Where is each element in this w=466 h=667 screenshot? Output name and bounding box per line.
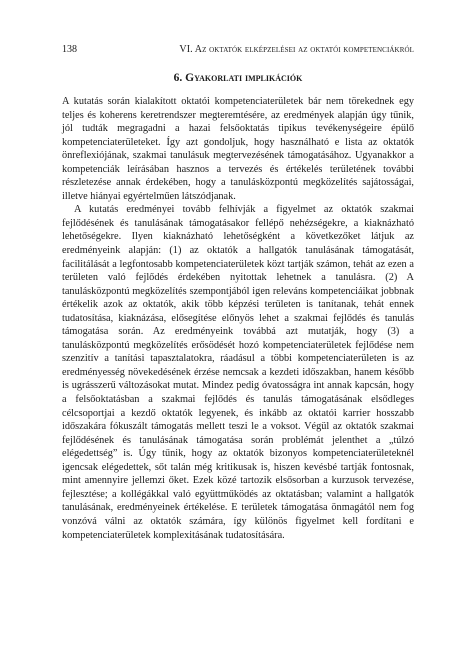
paragraph: A kutatás során kialakított oktatói kompetenciaterületek bár nem törekednek egy teljes és koherens keretrendszer megteremtésére, az eredmények alapján úgy tűnik, jól tudták megragadni a hazai felsőoktatás tipikus tevékenységeire épülő kompetenciaterületeket. Így azt gondoljuk, hogy használható e lista az oktatók önreflexiójának, szakmai tanulásuk megtervezésének támogatásához. Ugyanakkor a kompetenciák leírásában hasznos a tervezés és értékelés területének további részletezése annak érdekében, hogy a tanulásközpontú megközelítés sajátosságai, illetve hiányai egyértelműen látszódjanak.: [62, 96, 414, 202]
page-header: [62, 44, 414, 56]
page-number: 138: [62, 44, 77, 55]
body-text: [62, 95, 414, 542]
section-heading: 6. Gyakorlati implikációk: [173, 72, 303, 84]
running-title: VI. Az oktatók elképzelései az oktatói kompetenciákról: [179, 44, 414, 55]
paragraph: A kutatás eredményei tovább felhívják a figyelmet az oktatók szakmai fejlődésének és tanulásának támogatásakor fellépő nehézségekre, a kiaknázható lehetőségekre. Ilyen kiaknázható lehetőségként a következőket látjuk az eredményeink alapján: (1) az oktatók a hallgatók tanulásának támogatását, facilitálását a legfontosabb kompetenciaterületek közt tartják számon, tehát az ezen a területen való fejlődés érdekében nyitottak lehetnek a tanulásra. (2) A tanulásközpontú megközelítés szempontjából igen releváns kompetenciáikat jobbnak értékelik azok az oktatók, akik több képzési területen is tanítanak, tehát ennek tudatosítása, kiaknázása, elősegítése előnyös lehet a szakmai fejlődés és tanulás támogatása során. Az eredményeink továbbá azt mutatják, hogy (3) a tanulásközpontú megközelítés erősödését hozó kompetenciaterületek fejlődése nem szenzitív a tanítási tapasztalatokra, ráadásul a többi kompetenciaterületen is az eredményesség növekedésének érzése nemcsak a kezdeti időszakban, hanem később is ugrásszerű változásokat mutat. Mindez pedig óvatosságra int annak kapcsán, hogy a felsőoktatásban a szakmai fejlődés és tanulás támogatásának elsődleges célcsoportjai a kezdő oktatók legyenek, és inkább az oktatói karrier hosszabb időszakára fókuszált támogatás mellett teszi le a voksot. Végül az oktatók szakmai fejlődésének és tanulásának támogatása során problémát jelenthet a „túlzó elégedettség” is. Úgy tűnik, hogy az oktatók bizonyos kompetenciaterületeknél igencsak elégedettek, sőt talán még kritikusak is, hiszen kevésbé tartják fontosnak, mint amennyire jellemzi őket. Ezek közé tartozik elsősorban a kurzusok tervezése, fejlesztése; a kollégákkal való együttműködés az oktatásban; valamint a hallgatók tanulásának, eredményeinek értékelése. E területek támogatása önmagától nem fog vonzóvá válni az oktatók számára, így különös figyelmet kell fordítani e kompetenciaterületek komplexitásának tudatosítására.: [62, 204, 414, 541]
